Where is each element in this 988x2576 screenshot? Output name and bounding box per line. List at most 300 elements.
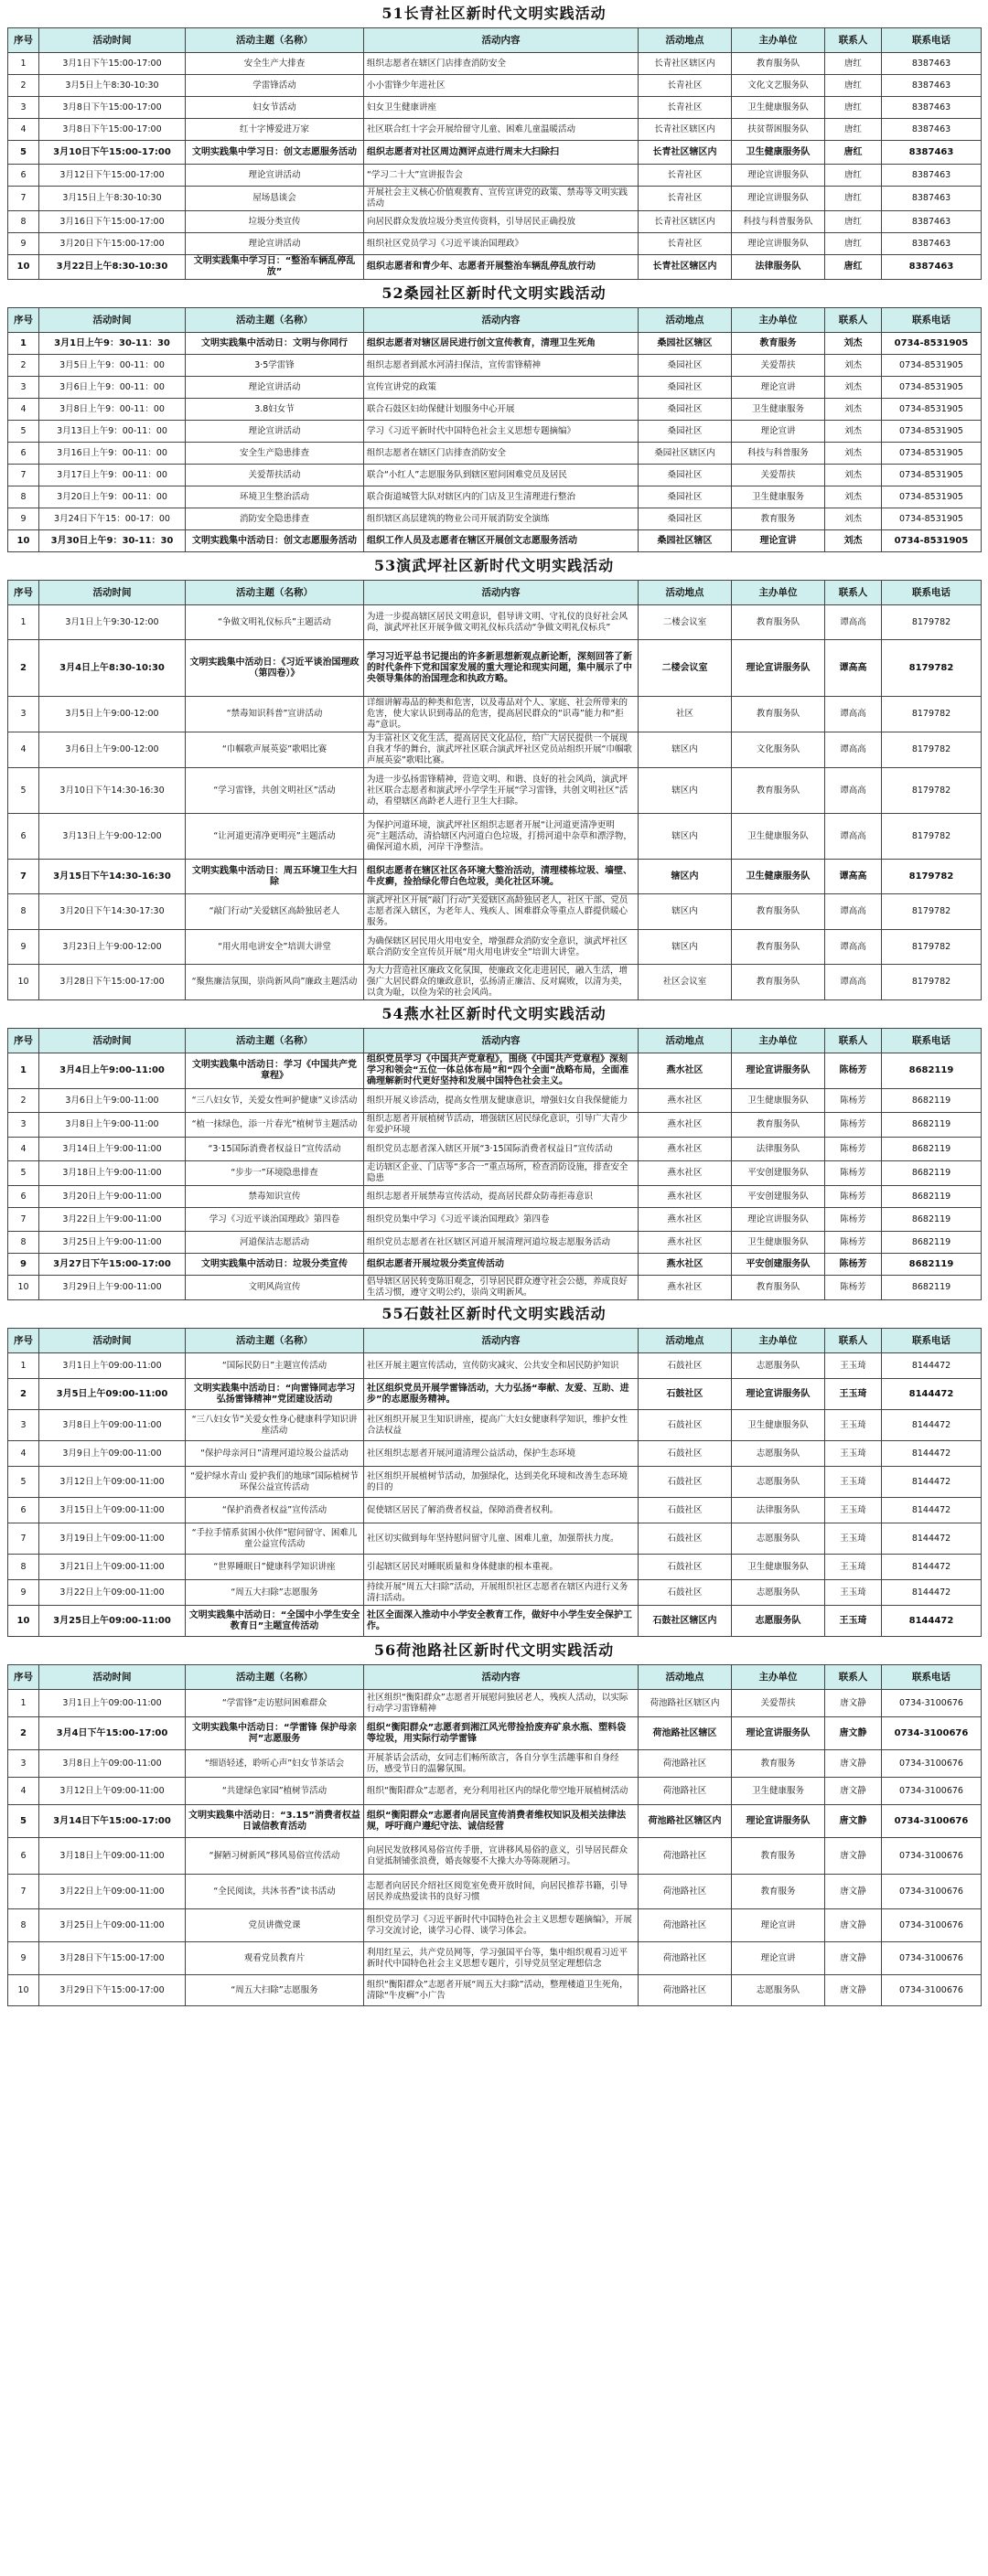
contact-person: 陈杨芳 xyxy=(825,1208,882,1232)
activity-time: 3月16日上午9：00-11：00 xyxy=(39,443,186,465)
contact-phone: 8179782 xyxy=(882,930,982,965)
row-number: 3 xyxy=(8,1750,39,1778)
column-header: 联系人 xyxy=(825,581,882,605)
contact-phone: 0734-8531905 xyxy=(882,421,982,443)
table-header-row xyxy=(8,308,982,333)
row-number: 10 xyxy=(8,530,39,552)
column-header: 活动主题（名称） xyxy=(186,1029,364,1053)
activity-place: 荷池路社区 xyxy=(639,1942,732,1975)
contact-phone: 8179782 xyxy=(882,732,982,768)
activity-time: 3月23日上午9:00-12:00 xyxy=(39,930,186,965)
contact-person: 陈杨芳 xyxy=(825,1113,882,1138)
activity-place: 长青社区辖区内 xyxy=(639,141,732,165)
activity-theme: “植一抹绿色，添一片春光”植树节主题活动 xyxy=(186,1113,364,1138)
activity-theme: “巾帼歌声展英姿”歌唱比赛 xyxy=(186,732,364,768)
activity-theme: “敲门行动”关爱辖区高龄独居老人 xyxy=(186,894,364,930)
activity-time: 3月8日上午09:00-11:00 xyxy=(39,1410,186,1441)
column-header: 主办单位 xyxy=(732,308,825,333)
activity-time: 3月1日下午15:00-17:00 xyxy=(39,53,186,75)
activity-theme: “学习雷锋，共创文明社区”活动 xyxy=(186,768,364,814)
contact-phone: 8682119 xyxy=(882,1053,982,1089)
table-row xyxy=(8,465,982,486)
row-number: 5 xyxy=(8,141,39,165)
contact-person: 唐红 xyxy=(825,53,882,75)
contact-person: 刘杰 xyxy=(825,486,882,508)
contact-phone: 0734-3100676 xyxy=(882,1875,982,1909)
host-unit: 卫生健康服务队 xyxy=(732,1232,825,1254)
activity-time: 3月8日下午15:00-17:00 xyxy=(39,119,186,141)
activity-time: 3月5日上午9：00-11：00 xyxy=(39,355,186,377)
activity-place: 荷池路社区辖区内 xyxy=(639,1805,732,1838)
activity-place: 荷池路社区 xyxy=(639,1778,732,1805)
activity-time: 3月22日上午8:30-10:30 xyxy=(39,255,186,280)
contact-person: 谭高高 xyxy=(825,768,882,814)
activity-content: 为确保辖区居民用火用电安全，增强群众消防安全意识，演武坪社区联合消防安全宣传员开展“用火用电讲安全”培训大讲堂。 xyxy=(364,930,639,965)
contact-phone: 0734-3100676 xyxy=(882,1717,982,1750)
contact-phone: 8144472 xyxy=(882,1523,982,1555)
activity-time: 3月15日上午09:00-11:00 xyxy=(39,1498,186,1523)
activity-time: 3月5日上午8:30-10:30 xyxy=(39,75,186,97)
activity-place: 荷池路社区 xyxy=(639,1875,732,1909)
activity-theme: “聚焦廉洁氛围，崇尚新风尚”廉政主题活动 xyxy=(186,965,364,1000)
table-row xyxy=(8,814,982,860)
contact-phone: 8387463 xyxy=(882,255,982,280)
table-row xyxy=(8,1441,982,1467)
activity-theme: 学雷锋活动 xyxy=(186,75,364,97)
row-number: 8 xyxy=(8,894,39,930)
row-number: 1 xyxy=(8,605,39,640)
activity-content: 引起辖区居民对睡眠质量和身体健康的根本重视。 xyxy=(364,1555,639,1580)
table-row xyxy=(8,1254,982,1276)
table-row xyxy=(8,1606,982,1637)
activity-content: 社区联合红十字会开展给留守儿童、困难儿童温暖活动 xyxy=(364,119,639,141)
host-unit: 理论宣讲服务队 xyxy=(732,187,825,211)
row-number: 4 xyxy=(8,399,39,421)
contact-phone: 8387463 xyxy=(882,141,982,165)
activity-theme: 3.8妇女节 xyxy=(186,399,364,421)
activity-content: 开展社会主义核心价值观教育、宣传宣讲党的政策、禁毒等文明实践活动 xyxy=(364,187,639,211)
activity-content: 组织党员志愿者在社区辖区河道开展清理河道垃圾志愿服务活动 xyxy=(364,1232,639,1254)
column-header: 联系电话 xyxy=(882,1329,982,1353)
activity-time: 3月14日下午15:00-17:00 xyxy=(39,1805,186,1838)
activity-time: 3月18日上午09:00-11:00 xyxy=(39,1838,186,1875)
host-unit: 理论宣讲服务队 xyxy=(732,1717,825,1750)
activity-place: 燕水社区 xyxy=(639,1208,732,1232)
activity-content: 组织“衡阳群众”志愿者向居民宣传消费者维权知识及相关法律法规，呼吁商户遵纪守法、诚信经营 xyxy=(364,1805,639,1838)
activity-time: 3月4日上午9:00-11:00 xyxy=(39,1053,186,1089)
activity-place: 桑园社区辖区内 xyxy=(639,443,732,465)
row-number: 1 xyxy=(8,1690,39,1717)
table-row xyxy=(8,860,982,894)
activity-time: 3月12日上午09:00-11:00 xyxy=(39,1467,186,1498)
activity-place: 石鼓社区 xyxy=(639,1498,732,1523)
activity-place: 燕水社区 xyxy=(639,1254,732,1276)
row-number: 3 xyxy=(8,697,39,732)
activity-content: 为进一步提高辖区居民文明意识，倡导讲文明、守礼仪的良好社会风尚，演武坪社区开展争做文明礼仪标兵活动“争做文明礼仪标兵” xyxy=(364,605,639,640)
host-unit: 教育服务队 xyxy=(732,894,825,930)
contact-phone: 0734-3100676 xyxy=(882,1690,982,1717)
activity-theme: 理论宣讲活动 xyxy=(186,421,364,443)
activity-content: 组织党员志愿者深入辖区开展“3·15国际消费者权益日”宣传活动 xyxy=(364,1138,639,1161)
activity-time: 3月24日下午15：00-17：00 xyxy=(39,508,186,530)
activity-theme: “共建绿色家园”植树节活动 xyxy=(186,1778,364,1805)
contact-person: 陈杨芳 xyxy=(825,1254,882,1276)
column-header: 主办单位 xyxy=(732,28,825,53)
activity-time: 3月20日下午15:00-17:00 xyxy=(39,233,186,255)
activity-content: 联合“小红人”志愿服务队到辖区慰问困难党员及居民 xyxy=(364,465,639,486)
activity-place: 燕水社区 xyxy=(639,1089,732,1113)
table-row xyxy=(8,1838,982,1875)
column-header: 联系人 xyxy=(825,308,882,333)
row-number: 2 xyxy=(8,1379,39,1410)
host-unit: 文化文艺服务队 xyxy=(732,75,825,97)
activity-content: 演武坪社区开展“敲门行动”关爱辖区高龄独居老人，社区干部、党员志愿者深入辖区，为老年人、残疾人、困难群众等重点人群提供暖心服务。 xyxy=(364,894,639,930)
row-number: 4 xyxy=(8,732,39,768)
host-unit: 教育服务队 xyxy=(732,53,825,75)
host-unit: 关爱帮扶 xyxy=(732,1690,825,1717)
column-header: 活动内容 xyxy=(364,308,639,333)
activity-place: 长青社区辖区内 xyxy=(639,211,732,233)
contact-phone: 8144472 xyxy=(882,1580,982,1606)
activity-time: 3月1日上午9:30-12:00 xyxy=(39,605,186,640)
row-number: 8 xyxy=(8,1232,39,1254)
contact-phone: 8387463 xyxy=(882,53,982,75)
activity-place: 石鼓社区 xyxy=(639,1441,732,1467)
table-row xyxy=(8,605,982,640)
contact-phone: 0734-8531905 xyxy=(882,465,982,486)
row-number: 9 xyxy=(8,930,39,965)
contact-phone: 8144472 xyxy=(882,1441,982,1467)
column-header: 活动内容 xyxy=(364,581,639,605)
activity-content: 组织社区党员学习《习近平谈治国理政》 xyxy=(364,233,639,255)
column-header: 序号 xyxy=(8,1329,39,1353)
activity-place: 石鼓社区 xyxy=(639,1379,732,1410)
column-header: 活动主题（名称） xyxy=(186,308,364,333)
activity-theme: “细语轻述，聆听心声”妇女节茶话会 xyxy=(186,1750,364,1778)
contact-person: 陈杨芳 xyxy=(825,1276,882,1300)
table-row xyxy=(8,1580,982,1606)
contact-phone: 8179782 xyxy=(882,860,982,894)
column-header: 联系人 xyxy=(825,1029,882,1053)
host-unit: 志愿服务队 xyxy=(732,1580,825,1606)
table-row xyxy=(8,1942,982,1975)
column-header: 活动时间 xyxy=(39,28,186,53)
table-row xyxy=(8,1379,982,1410)
contact-phone: 8144472 xyxy=(882,1606,982,1637)
activity-content: 向居民发放移风易俗宣传手册，宣讲移风易俗的意义，引导居民群众自觉抵制铺张浪费，婚丧嫁娶不大操大办等陈规陋习。 xyxy=(364,1838,639,1875)
activity-content: 联合石鼓区妇幼保健计划服务中心开展 xyxy=(364,399,639,421)
column-header: 联系电话 xyxy=(882,308,982,333)
contact-person: 谭高高 xyxy=(825,697,882,732)
activity-theme: 理论宣讲活动 xyxy=(186,233,364,255)
row-number: 9 xyxy=(8,508,39,530)
contact-person: 王玉琦 xyxy=(825,1555,882,1580)
activity-content: 走访辖区企业、门店等“多合一”重点场所，检查消防设施，排查安全隐患 xyxy=(364,1161,639,1186)
column-header: 活动主题（名称） xyxy=(186,1665,364,1690)
host-unit: 理论宣讲服务队 xyxy=(732,165,825,187)
row-number: 5 xyxy=(8,421,39,443)
activity-time: 3月22日上午9:00-11:00 xyxy=(39,1208,186,1232)
contact-phone: 0734-3100676 xyxy=(882,1942,982,1975)
contact-person: 刘杰 xyxy=(825,443,882,465)
table-row xyxy=(8,53,982,75)
contact-phone: 8144472 xyxy=(882,1410,982,1441)
activity-theme: 文明实践集中活动日：创文志愿服务活动 xyxy=(186,530,364,552)
table-row xyxy=(8,508,982,530)
host-unit: 法律服务队 xyxy=(732,1138,825,1161)
contact-person: 唐文静 xyxy=(825,1975,882,2006)
contact-phone: 8682119 xyxy=(882,1232,982,1254)
row-number: 4 xyxy=(8,1441,39,1467)
contact-phone: 8387463 xyxy=(882,187,982,211)
host-unit: 教育服务队 xyxy=(732,697,825,732)
activity-place: 社区会议室 xyxy=(639,965,732,1000)
activity-time: 3月16日下午15:00-17:00 xyxy=(39,211,186,233)
activity-time: 3月28日下午15:00-17:00 xyxy=(39,965,186,1000)
activity-time: 3月20日上午9:00-11:00 xyxy=(39,1186,186,1208)
host-unit: 志愿服务队 xyxy=(732,1441,825,1467)
activity-content: 志愿者向居民介绍社区阅览室免费开放时间，向居民推荐书籍，引导居民养成热爱读书的良好习惯 xyxy=(364,1875,639,1909)
column-header: 联系电话 xyxy=(882,1665,982,1690)
activity-content: 组织志愿者到派水河清扫保洁，宣传雷锋精神 xyxy=(364,355,639,377)
host-unit: 扶贫帮困服务队 xyxy=(732,119,825,141)
activity-place: 燕水社区 xyxy=(639,1138,732,1161)
column-header: 联系人 xyxy=(825,1329,882,1353)
contact-phone: 8387463 xyxy=(882,165,982,187)
row-number: 2 xyxy=(8,640,39,697)
row-number: 10 xyxy=(8,255,39,280)
section-title: 51长青社区新时代文明实践活动 xyxy=(381,5,607,22)
table-row xyxy=(8,1232,982,1254)
host-unit: 卫生健康服务队 xyxy=(732,814,825,860)
contact-phone: 0734-3100676 xyxy=(882,1909,982,1942)
contact-phone: 8144472 xyxy=(882,1379,982,1410)
activity-content: 社区组织开展卫生知识讲座，提高广大妇女健康科学知识，维护女性合法权益 xyxy=(364,1410,639,1441)
table-row xyxy=(8,443,982,465)
activity-time: 3月8日上午9：00-11：00 xyxy=(39,399,186,421)
contact-person: 王玉琦 xyxy=(825,1441,882,1467)
table-row xyxy=(8,732,982,768)
activity-theme: 文明实践集中活动日：“3.15”消费者权益日诚信教育活动 xyxy=(186,1805,364,1838)
activity-table xyxy=(7,1664,982,2006)
contact-phone: 8682119 xyxy=(882,1186,982,1208)
contact-person: 唐文静 xyxy=(825,1750,882,1778)
contact-person: 王玉琦 xyxy=(825,1523,882,1555)
contact-person: 王玉琦 xyxy=(825,1498,882,1523)
activity-theme: 文明实践集中学习日：创文志愿服务活动 xyxy=(186,141,364,165)
activity-content: 妇女卫生健康讲座 xyxy=(364,97,639,119)
table-row xyxy=(8,255,982,280)
contact-phone: 0734-3100676 xyxy=(882,1975,982,2006)
row-number: 3 xyxy=(8,1410,39,1441)
column-header: 活动主题（名称） xyxy=(186,28,364,53)
activity-time: 3月13日上午9:00-12:00 xyxy=(39,814,186,860)
activity-content: 组织志愿者在辖区门店排查消防安全 xyxy=(364,443,639,465)
host-unit: 教育服务队 xyxy=(732,930,825,965)
activity-table xyxy=(7,1328,982,1637)
table-row xyxy=(8,1276,982,1300)
host-unit: 志愿服务队 xyxy=(732,1467,825,1498)
activity-time: 3月15日上午8:30-10:30 xyxy=(39,187,186,211)
column-header: 活动时间 xyxy=(39,1329,186,1353)
activity-place: 桑园社区 xyxy=(639,508,732,530)
table-row xyxy=(8,1089,982,1113)
row-number: 7 xyxy=(8,465,39,486)
activity-theme: “三八妇女节，关爱女性呵护健康”义诊活动 xyxy=(186,1089,364,1113)
column-header: 序号 xyxy=(8,308,39,333)
activity-time: 3月30日上午9：30-11：30 xyxy=(39,530,186,552)
host-unit: 关爱帮扶 xyxy=(732,465,825,486)
table-header-row xyxy=(8,1665,982,1690)
activity-content: 为大力营造社区廉政文化氛围，使廉政文化走进居民，融入生活，增强广大居民群众的廉政意识，弘扬清正廉洁、反对腐败，以清为美，以贪为耻，以俭为荣的社会风尚。 xyxy=(364,965,639,1000)
contact-person: 唐红 xyxy=(825,141,882,165)
host-unit: 教育服务 xyxy=(732,508,825,530)
row-number: 9 xyxy=(8,1254,39,1276)
activity-content: 组织“衡阳群众”志愿者，充分利用社区内的绿化带空地开展植树活动 xyxy=(364,1778,639,1805)
activity-theme: 妇女节活动 xyxy=(186,97,364,119)
activity-place: 石鼓社区 xyxy=(639,1580,732,1606)
column-header: 联系电话 xyxy=(882,581,982,605)
table-row xyxy=(8,1909,982,1942)
activity-time: 3月20日下午14:30-17:30 xyxy=(39,894,186,930)
activity-place: 桑园社区 xyxy=(639,399,732,421)
contact-phone: 8144472 xyxy=(882,1467,982,1498)
table-row xyxy=(8,930,982,965)
activity-place: 长青社区 xyxy=(639,97,732,119)
table-row xyxy=(8,165,982,187)
activity-theme: 安全生产大排查 xyxy=(186,53,364,75)
host-unit: 卫生健康服务队 xyxy=(732,1555,825,1580)
host-unit: 卫生健康服务队 xyxy=(732,860,825,894)
activity-time: 3月13日上午9：00-11：00 xyxy=(39,421,186,443)
table-row xyxy=(8,1138,982,1161)
section-title: 52桑园社区新时代文明实践活动 xyxy=(381,284,607,302)
table-row xyxy=(8,1053,982,1089)
contact-phone: 8387463 xyxy=(882,97,982,119)
contact-phone: 8682119 xyxy=(882,1161,982,1186)
host-unit: 理论宣讲 xyxy=(732,1942,825,1975)
schedule-document xyxy=(7,0,981,2006)
activity-content: 开展茶话会活动，女同志们畅所欲言，各自分享生活趣事和自身经历，感受节日的温馨氛围。 xyxy=(364,1750,639,1778)
contact-person: 谭高高 xyxy=(825,605,882,640)
activity-theme: 垃圾分类宣传 xyxy=(186,211,364,233)
activity-theme: 文明实践集中活动日：“向雷锋同志学习 弘扬雷锋精神”党团建设活动 xyxy=(186,1379,364,1410)
contact-person: 王玉琦 xyxy=(825,1606,882,1637)
contact-phone: 0734-8531905 xyxy=(882,377,982,399)
row-number: 10 xyxy=(8,1606,39,1637)
activity-time: 3月8日下午15:00-17:00 xyxy=(39,97,186,119)
row-number: 7 xyxy=(8,1875,39,1909)
contact-person: 刘杰 xyxy=(825,355,882,377)
column-header: 活动内容 xyxy=(364,1665,639,1690)
activity-place: 长青社区辖区内 xyxy=(639,119,732,141)
host-unit: 教育服务队 xyxy=(732,1113,825,1138)
contact-person: 谭高高 xyxy=(825,965,882,1000)
activity-content: 组织志愿者开展禁毒宣传活动，提高居民群众防毒拒毒意识 xyxy=(364,1186,639,1208)
activity-time: 3月25日上午09:00-11:00 xyxy=(39,1909,186,1942)
activity-place: 荷池路社区 xyxy=(639,1750,732,1778)
table-row xyxy=(8,1353,982,1379)
activity-content: 利用红星云，共产党员网等，学习强国平台等，集中组织观看习近平新时代中国特色社会主义思想专题片，引导党员坚定理想信念 xyxy=(364,1942,639,1975)
activity-content: 组织志愿者在辖区门店排查消防安全 xyxy=(364,53,639,75)
contact-person: 陈杨芳 xyxy=(825,1089,882,1113)
row-number: 8 xyxy=(8,211,39,233)
activity-theme: “用火用电讲安全”培训大讲堂 xyxy=(186,930,364,965)
table-row xyxy=(8,1805,982,1838)
table-row xyxy=(8,965,982,1000)
activity-time: 3月1日上午09:00-11:00 xyxy=(39,1353,186,1379)
activity-time: 3月25日上午9:00-11:00 xyxy=(39,1232,186,1254)
table-row xyxy=(8,1498,982,1523)
contact-phone: 0734-8531905 xyxy=(882,355,982,377)
table-row xyxy=(8,768,982,814)
table-row xyxy=(8,75,982,97)
contact-phone: 8682119 xyxy=(882,1089,982,1113)
activity-time: 3月6日上午9:00-11:00 xyxy=(39,1089,186,1113)
contact-phone: 0734-8531905 xyxy=(882,333,982,355)
activity-time: 3月6日上午9：00-11：00 xyxy=(39,377,186,399)
row-number: 9 xyxy=(8,233,39,255)
contact-person: 唐文静 xyxy=(825,1875,882,1909)
row-number: 9 xyxy=(8,1580,39,1606)
row-number: 6 xyxy=(8,165,39,187)
column-header: 联系人 xyxy=(825,1665,882,1690)
activity-theme: “三八妇女节”关爱女性身心健康科学知识讲座活动 xyxy=(186,1410,364,1441)
contact-person: 刘杰 xyxy=(825,465,882,486)
host-unit: 平安创建服务队 xyxy=(732,1161,825,1186)
host-unit: 卫生健康服务队 xyxy=(732,141,825,165)
row-number: 7 xyxy=(8,187,39,211)
table-row xyxy=(8,1975,982,2006)
activity-place: 燕水社区 xyxy=(639,1113,732,1138)
host-unit: 教育服务 xyxy=(732,1838,825,1875)
contact-phone: 8682119 xyxy=(882,1254,982,1276)
row-number: 6 xyxy=(8,1498,39,1523)
activity-time: 3月27日下午15:00-17:00 xyxy=(39,1254,186,1276)
table-header-row xyxy=(8,1029,982,1053)
activity-place: 燕水社区 xyxy=(639,1276,732,1300)
contact-phone: 0734-8531905 xyxy=(882,443,982,465)
activity-theme: “3·15国际消费者权益日”宣传活动 xyxy=(186,1138,364,1161)
activity-theme: “学雷锋”走访慰问困难群众 xyxy=(186,1690,364,1717)
activity-content: 向居民群众发放垃圾分类宣传资料，引导居民正确投放 xyxy=(364,211,639,233)
contact-person: 王玉琦 xyxy=(825,1410,882,1441)
activity-place: 石鼓社区辖区内 xyxy=(639,1606,732,1637)
contact-phone: 0734-8531905 xyxy=(882,399,982,421)
column-header: 活动内容 xyxy=(364,1329,639,1353)
column-header: 活动时间 xyxy=(39,1665,186,1690)
activity-content: 组织“衡阳群众”志愿者开展“周五大扫除”活动，整理楼道卫生死角，清除“牛皮癣”小广告 xyxy=(364,1975,639,2006)
activity-content: 为保护河道环境，演武坪社区组织志愿者开展“让河道更清净更明亮”主题活动，清拾辖区内河道白色垃圾，打捞河道中杂草和漂浮物，确保河道水质，河岸干净整洁。 xyxy=(364,814,639,860)
activity-time: 3月19日上午09:00-11:00 xyxy=(39,1523,186,1555)
activity-theme: 文明实践集中活动日：学习《中国共产党章程》 xyxy=(186,1053,364,1089)
activity-place: 桑园社区 xyxy=(639,377,732,399)
host-unit: 科技与科普服务队 xyxy=(732,211,825,233)
contact-phone: 8144472 xyxy=(882,1555,982,1580)
row-number: 7 xyxy=(8,1208,39,1232)
activity-content: “学习二十大”宣讲报告会 xyxy=(364,165,639,187)
table-row xyxy=(8,399,982,421)
activity-table xyxy=(7,1028,982,1300)
activity-place: 二楼会议室 xyxy=(639,640,732,697)
table-row xyxy=(8,1523,982,1555)
activity-content: 组织志愿者对社区周边测评点进行周末大扫除扫 xyxy=(364,141,639,165)
activity-content: 组织党员集中学习《习近平谈治国理政》第四卷 xyxy=(364,1208,639,1232)
column-header: 活动时间 xyxy=(39,581,186,605)
contact-person: 唐红 xyxy=(825,211,882,233)
activity-place: 燕水社区 xyxy=(639,1186,732,1208)
activity-time: 3月8日上午9:00-11:00 xyxy=(39,1113,186,1138)
